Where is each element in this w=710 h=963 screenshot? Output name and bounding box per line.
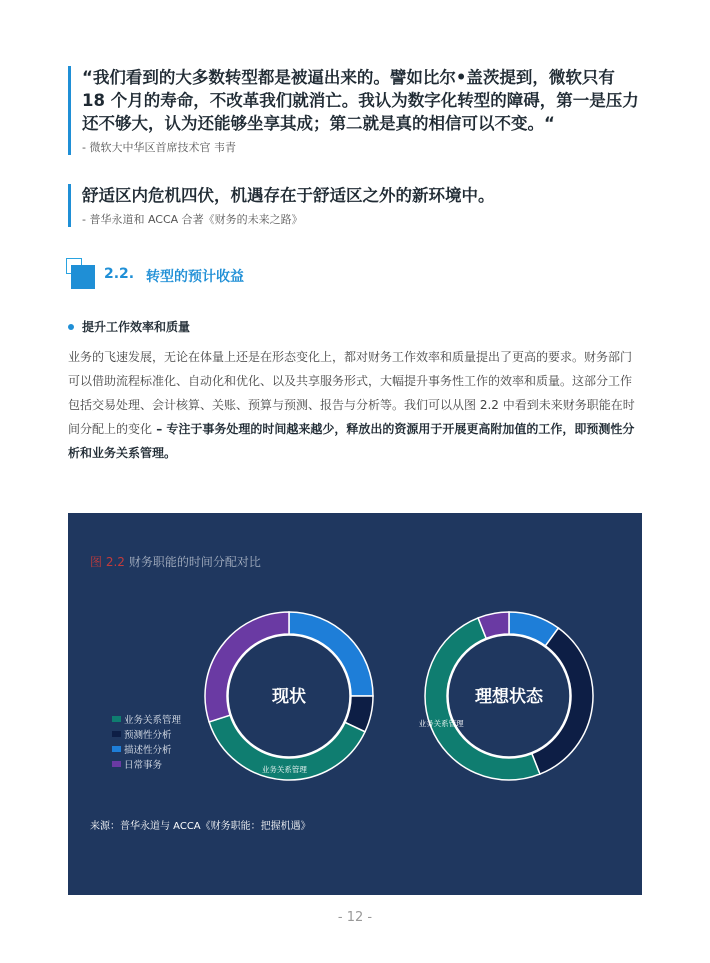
figure-title [90, 553, 261, 570]
legend-label: 日常事务 [124, 759, 163, 771]
bullet-heading [68, 318, 190, 335]
figure-title-text: 财务职能的时间分配对比 [128, 555, 261, 569]
chart-legend [112, 711, 181, 771]
section-number: 2.2. [104, 266, 135, 282]
page-number: - 12 - [337, 910, 373, 925]
bullet-heading-text: 提升工作效率和质量 [82, 320, 191, 334]
figure-chart [68, 513, 642, 895]
figure-number: 图 2.2 [90, 555, 125, 569]
quote-block-1 [68, 66, 642, 155]
figure-source: 来源：普华永道与 ACCA《财务职能：把握机遇》 [90, 821, 311, 832]
quote-text: 舒适区内危机四伏，机遇存在于舒适区之外的新环境中。 [82, 186, 495, 205]
section-heading [66, 258, 466, 288]
quote-block-2 [68, 184, 642, 227]
legend-swatch [112, 731, 121, 737]
legend-item [112, 756, 181, 771]
legend-swatch [112, 716, 121, 722]
section-title: 转型的预计收益 [146, 269, 244, 285]
donut-chart-ideal [418, 611, 594, 781]
legend-swatch [112, 761, 121, 767]
slice-data-label: 业务关系管理 [418, 718, 464, 728]
donut-chart-current [204, 611, 374, 781]
legend-item [112, 711, 181, 726]
bullet-dot-icon [68, 324, 74, 330]
legend-item [112, 741, 181, 756]
legend-label: 预测性分析 [124, 729, 172, 741]
slice-data-label: 业务关系管理 [261, 764, 307, 774]
quote-attribution: - 微软大中华区首席技术官 韦青 [82, 141, 236, 154]
legend-label: 描述性分析 [124, 744, 172, 756]
legend-label: 业务关系管理 [124, 714, 182, 726]
quote-text: “我们看到的大多数转型都是被逼出来的。譬如比尔•盖茨提到，微软只有 18 个月的寿命，不改革我们就消亡。我认为数字化转型的障碍，第一是压力还不够大，认为还能够坐享其成；第二就是真的相信可以不变。“ [82, 68, 639, 133]
section-square-icon [71, 265, 95, 289]
quote-attribution: - 普华永道和 ACCA 合著《财务的未来之路》 [82, 213, 303, 226]
legend-item [112, 726, 181, 741]
paragraph-text: 业务的飞速发展，无论在体量上还是在形态变化上，都对财务工作效率和质量提出了更高的要求。财务部门可以借助流程标准化、自动化和优化、以及共享服务形式，大幅提升事务性工作的效率和质量。这部分工作包括交易处理、会计核算、关账、预算与预测、报告与分析等。我们可以从图 2.2 中看到未来财务职能在时间分配上的变化 [68, 350, 635, 436]
legend-swatch [112, 746, 121, 752]
body-paragraph [68, 345, 642, 465]
donut-center-title: 现状 [272, 687, 306, 707]
donut-center-title: 理想状态 [475, 687, 543, 707]
paragraph-emphasis: – 专注于事务处理的时间越来越少，释放出的资源用于开展更高附加值的工作，即预测性分析和业务关系管理。 [68, 422, 635, 460]
